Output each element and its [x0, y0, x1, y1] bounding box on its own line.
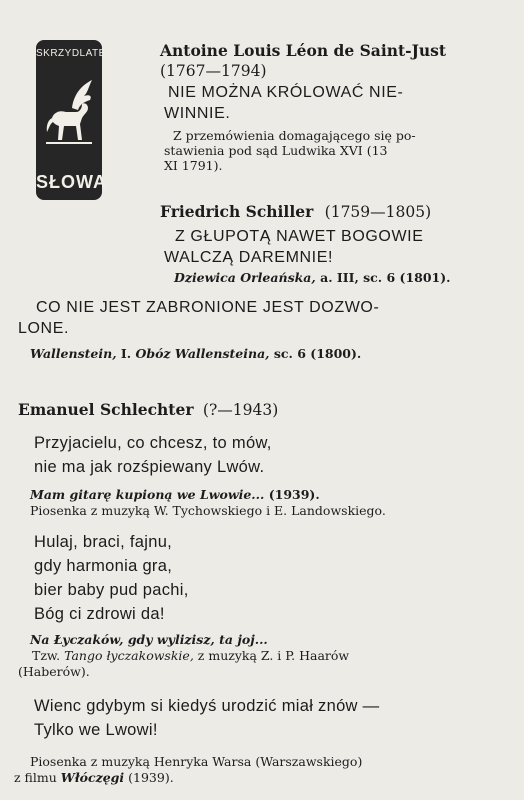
source-line: Dziewica Orleańska, a. III, sc. 6 (1801).: [174, 270, 451, 285]
pegasus-icon: [44, 78, 94, 158]
source-line: stawienia pod sąd Ludwika XVI (13: [164, 143, 388, 158]
verse-line: bier baby pud pachi,: [34, 581, 189, 599]
author-dates: (1767—1794): [160, 62, 267, 80]
verse-line: Hulaj, braci, fajnu,: [34, 533, 173, 551]
saint-just-heading: [160, 41, 515, 61]
quote-line: NIE MOŻNA KRÓLOWAĆ NIE-: [168, 84, 404, 101]
logo-top-text: SKRZYDLATE: [36, 48, 106, 59]
quote-line: WINNIE.: [164, 105, 231, 122]
quote-line: WALCZĄ DAREMNIE!: [164, 249, 334, 266]
verse-line: Wienc gdybym si kiedyś urodzić miał znów —: [34, 697, 380, 715]
author-dates: (1759—1805): [324, 203, 432, 221]
schlechter-heading: [18, 400, 278, 420]
source-line: Na Łyczaków, gdy wylizisz, ta joj...: [30, 632, 268, 647]
author-name: Antoine Louis Léon de Saint-Just: [160, 41, 447, 60]
quote-line: CO NIE JEST ZABRONIONE JEST DOZWO-: [36, 299, 380, 316]
author-name: Emanuel Schlechter: [18, 400, 194, 419]
verse-line: nie ma jak rozśpiewany Lwów.: [34, 458, 265, 476]
source-line: XI 1791).: [164, 158, 223, 173]
verse-line: Przyjacielu, co chcesz, to mów,: [34, 434, 272, 452]
source-line: Wallenstein, I. Obóz Wallensteina, sc. 6 (1800).: [30, 346, 362, 361]
source-line: Mam gitarę kupioną we Lwowie... (1939).: [30, 487, 320, 502]
quote-line: Z GŁUPOTĄ NAWET BOGOWIE: [175, 228, 424, 245]
source-line: Piosenka z muzyką Henryka Warsa (Warszawskiego): [30, 754, 363, 769]
author-dates: (?—1943): [202, 401, 279, 419]
verse-line: Tylko we Lwowi!: [34, 721, 158, 739]
logo-bottom-text: SŁOWA: [36, 172, 107, 192]
source-line: (Haberów).: [18, 664, 90, 679]
verse-line: Bóg ci zdrowi da!: [34, 605, 165, 623]
skrzydlate-slowa-logo: [36, 40, 107, 200]
source-line: Tzw. Tango łyczakowskie, z muzyką Z. i P. Haarów: [32, 648, 350, 663]
source-line: Z przemówienia domagającego się po-: [173, 128, 416, 143]
author-name: Friedrich Schiller: [160, 202, 314, 221]
verse-line: gdy harmonia gra,: [34, 557, 173, 575]
quote-line: LONE.: [18, 320, 70, 337]
schiller-heading: [160, 202, 431, 222]
source-line: z filmu Włóczęgi (1939).: [14, 770, 174, 785]
source-line: Piosenka z muzyką W. Tychowskiego i E. Landowskiego.: [30, 503, 386, 518]
